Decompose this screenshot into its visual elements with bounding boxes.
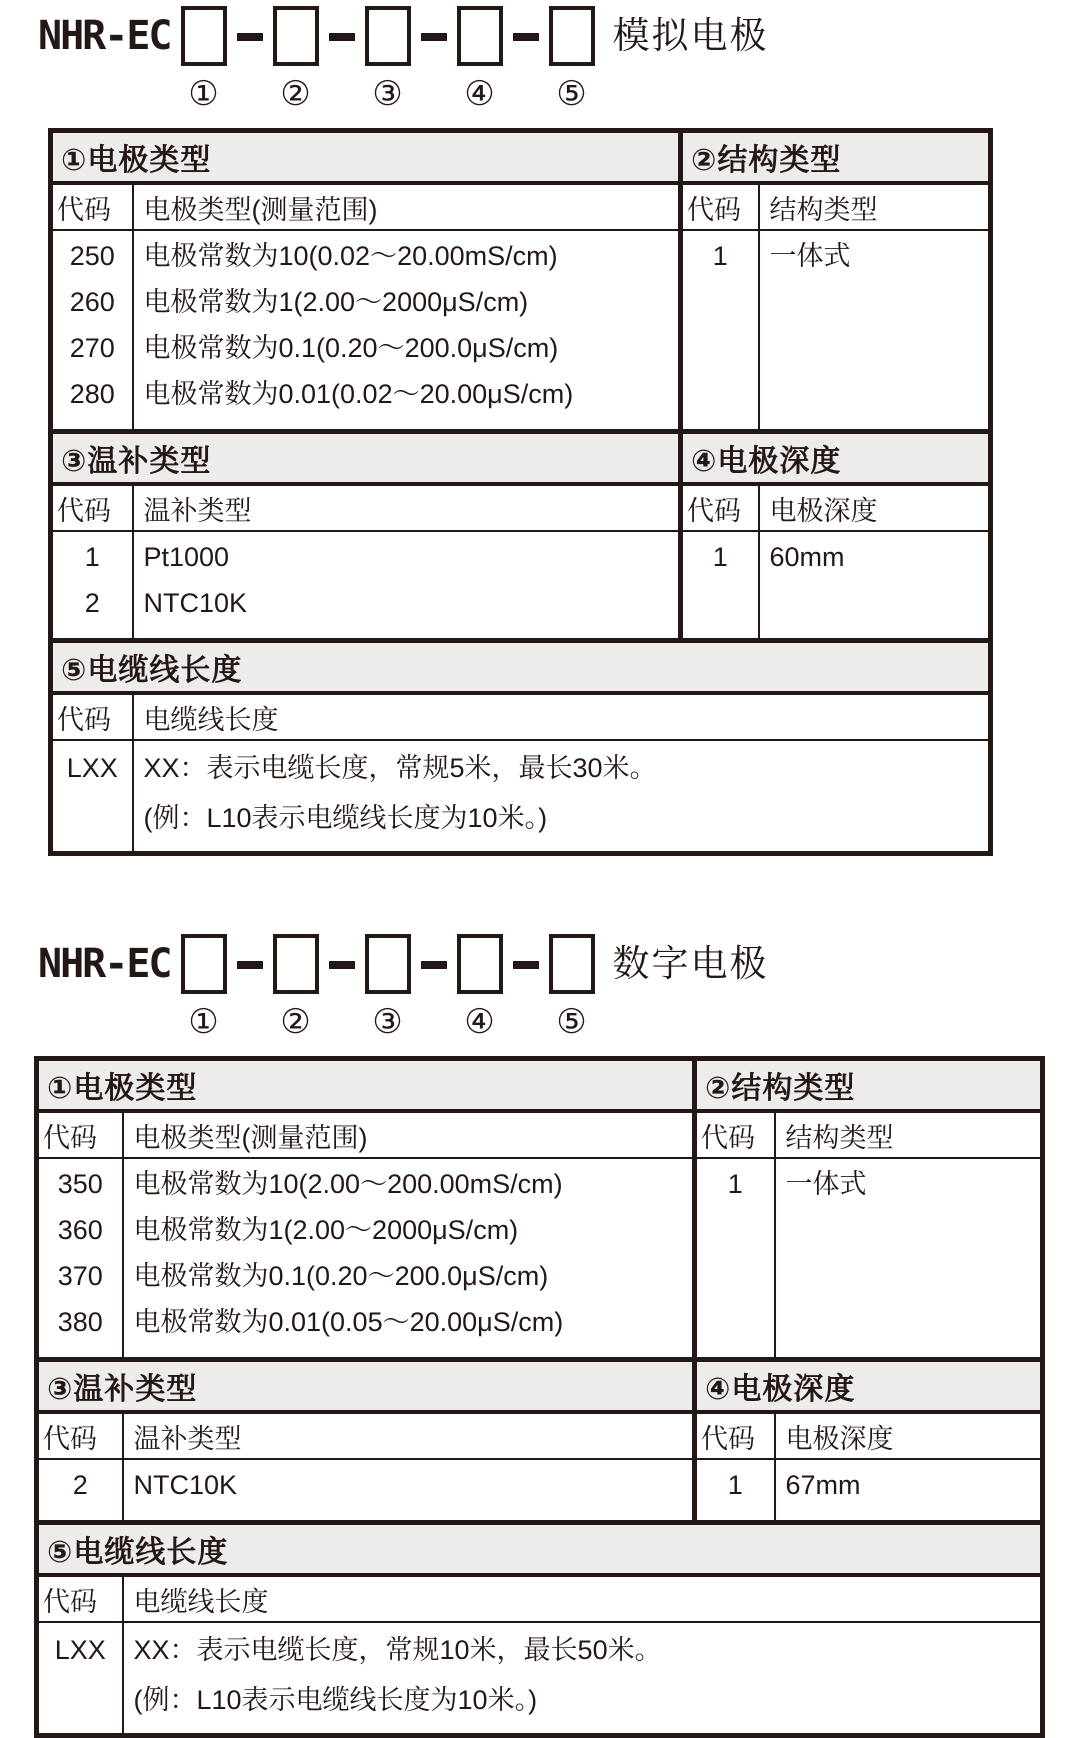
position-marker: ② (280, 74, 311, 114)
table-row (51, 740, 991, 854)
dash-icon (329, 934, 355, 994)
position-marker: ④ (464, 1002, 495, 1042)
code-value: 380 (57, 1307, 103, 1337)
model-code-box (181, 934, 227, 994)
desc-header: 结构类型 (759, 183, 991, 230)
section-title: ③温补类型 (51, 432, 681, 485)
desc-header: 电极深度 (775, 1412, 1043, 1459)
model-code-box (549, 6, 595, 66)
table-row (51, 484, 991, 531)
desc-cells (775, 1459, 1043, 1523)
code-value: 250 (69, 241, 115, 271)
code-value: LXX (54, 1635, 106, 1665)
table-row (51, 131, 991, 184)
desc-header: 电极类型(测量范围) (133, 183, 681, 230)
code-segment-5 (549, 934, 595, 1040)
code-cells (681, 230, 759, 432)
table-row (37, 1523, 1043, 1576)
desc-value: 电极常数为1(2.00～2000μS/cm) (143, 287, 529, 317)
model-code-box (273, 6, 319, 66)
code-cells (51, 230, 133, 432)
dash-icon (237, 6, 263, 66)
code-header: 代码 (695, 1111, 775, 1158)
table-row (51, 432, 991, 485)
code-value: 2 (84, 588, 100, 618)
analog-model-block (38, 6, 1080, 112)
code-header: 代码 (695, 1412, 775, 1459)
code-header: 代码 (51, 484, 133, 531)
table-row (37, 1459, 1043, 1523)
dash-icon (513, 934, 539, 994)
code-value: 270 (69, 333, 115, 363)
dash-icon (329, 6, 355, 66)
code-header: 代码 (681, 183, 759, 230)
code-segment-3 (365, 934, 411, 1040)
section-title: ①电极类型 (51, 131, 681, 184)
code-cells (37, 1158, 123, 1360)
code-header: 代码 (681, 484, 759, 531)
desc-value: 电极常数为0.1(0.20～200.0μS/cm) (143, 333, 559, 363)
section-title: ④电极深度 (681, 432, 991, 485)
code-cells (37, 1622, 123, 1736)
table-row (37, 1059, 1043, 1112)
table-row (51, 531, 991, 641)
analog-model-code-line (38, 6, 1080, 112)
dash-icon (237, 934, 263, 994)
desc-cells (123, 1459, 695, 1523)
section-title: ②结构类型 (681, 131, 991, 184)
code-segment-2 (273, 6, 319, 112)
code-value: 350 (57, 1169, 103, 1199)
position-marker: ① (188, 1002, 219, 1042)
code-cells (51, 740, 133, 854)
desc-cells (775, 1158, 1043, 1360)
table-row (51, 641, 991, 694)
desc-value: 一体式 (769, 241, 851, 271)
code-value: 360 (57, 1215, 103, 1245)
section-title: ①电极类型 (37, 1059, 695, 1112)
model-code-box (273, 934, 319, 994)
section-title: ④电极深度 (695, 1360, 1043, 1413)
position-marker: ⑤ (556, 74, 587, 114)
position-marker: ⑤ (556, 1002, 587, 1042)
code-value: 1 (712, 241, 728, 271)
desc-cells (759, 230, 991, 432)
section-title: ③温补类型 (37, 1360, 695, 1413)
code-cells (681, 531, 759, 641)
section-title: ⑤电缆线长度 (51, 641, 991, 694)
section-title: ⑤电缆线长度 (37, 1523, 1043, 1576)
table-row (37, 1360, 1043, 1413)
desc-value: Pt1000 (143, 542, 230, 572)
code-header: 代码 (51, 183, 133, 230)
desc-value: XX：表示电缆长度，常规10米，最长50米。 (133, 1635, 662, 1665)
desc-value: NTC10K (143, 588, 248, 618)
desc-value: 电极常数为10(0.02～20.00mS/cm) (143, 241, 558, 271)
digital-model-block (38, 934, 1080, 1040)
code-segment-2 (273, 934, 319, 1040)
table-row (37, 1622, 1043, 1736)
table-row (37, 1111, 1043, 1158)
desc-header: 结构类型 (775, 1111, 1043, 1158)
desc-cells (123, 1622, 1043, 1736)
code-value: 1 (727, 1470, 743, 1500)
digital-model-code-line (38, 934, 1080, 1040)
code-segment-1 (181, 934, 227, 1040)
desc-cells (759, 531, 991, 641)
model-code-box (457, 6, 503, 66)
model-prefix: NHR-EC (38, 941, 171, 987)
model-code-box (365, 934, 411, 994)
section-title: ②结构类型 (695, 1059, 1043, 1112)
code-header: 代码 (37, 1111, 123, 1158)
code-segment-5 (549, 6, 595, 112)
table-row (37, 1412, 1043, 1459)
model-code-box (549, 934, 595, 994)
table-row (51, 183, 991, 230)
digital-table (34, 1056, 1045, 1738)
analog-table (48, 128, 993, 856)
table-row (37, 1575, 1043, 1622)
desc-value: (例：L10表示电缆线长度为10米。) (143, 803, 548, 833)
desc-value: 电极常数为1(2.00～2000μS/cm) (133, 1215, 519, 1245)
code-value: LXX (66, 753, 118, 783)
code-segment-4 (457, 934, 503, 1040)
dash-icon (421, 934, 447, 994)
desc-cells (123, 1158, 695, 1360)
table-row (51, 693, 991, 740)
code-value: 2 (72, 1470, 88, 1500)
desc-value: 67mm (785, 1470, 861, 1500)
position-marker: ③ (372, 1002, 403, 1042)
code-cells (51, 531, 133, 641)
code-value: 1 (712, 542, 728, 572)
code-header: 代码 (37, 1412, 123, 1459)
desc-value: 电极常数为0.1(0.20～200.0μS/cm) (133, 1261, 549, 1291)
table-row (51, 230, 991, 432)
code-value: 260 (69, 287, 115, 317)
dash-icon (513, 6, 539, 66)
desc-value: 电极常数为0.01(0.02～20.00μS/cm) (143, 379, 574, 409)
desc-value: 电极常数为10(2.00～200.00mS/cm) (133, 1169, 563, 1199)
code-segment-1 (181, 6, 227, 112)
model-prefix: NHR-EC (38, 13, 171, 59)
code-header: 代码 (51, 693, 133, 740)
desc-header: 温补类型 (133, 484, 681, 531)
desc-cells (133, 230, 681, 432)
desc-header: 电缆线长度 (133, 693, 991, 740)
model-code-box (181, 6, 227, 66)
desc-value: 一体式 (785, 1169, 867, 1199)
desc-cells (133, 531, 681, 641)
position-marker: ① (188, 74, 219, 114)
desc-value: 电极常数为0.01(0.05～20.00μS/cm) (133, 1307, 564, 1337)
position-marker: ④ (464, 74, 495, 114)
desc-value: (例：L10表示电缆线长度为10米。) (133, 1685, 538, 1715)
desc-header: 电极类型(测量范围) (123, 1111, 695, 1158)
desc-header: 电缆线长度 (123, 1575, 1043, 1622)
dash-icon (421, 6, 447, 66)
position-marker: ③ (372, 74, 403, 114)
code-value: 280 (69, 379, 115, 409)
code-value: 1 (727, 1169, 743, 1199)
desc-cells (133, 740, 991, 854)
code-value: 370 (57, 1261, 103, 1291)
model-suffix: 数字电极 (612, 943, 769, 984)
table-row (37, 1158, 1043, 1360)
code-header: 代码 (37, 1575, 123, 1622)
desc-header: 电极深度 (759, 484, 991, 531)
code-cells (695, 1459, 775, 1523)
code-cells (695, 1158, 775, 1360)
code-segment-4 (457, 6, 503, 112)
desc-header: 温补类型 (123, 1412, 695, 1459)
model-code-box (365, 6, 411, 66)
code-segment-3 (365, 6, 411, 112)
code-cells (37, 1459, 123, 1523)
code-value: 1 (84, 542, 100, 572)
model-code-box (457, 934, 503, 994)
desc-value: NTC10K (133, 1470, 238, 1500)
desc-value: 60mm (769, 542, 845, 572)
model-suffix: 模拟电极 (612, 15, 769, 56)
desc-value: XX：表示电缆长度，常规5米，最长30米。 (143, 753, 657, 783)
position-marker: ② (280, 1002, 311, 1042)
